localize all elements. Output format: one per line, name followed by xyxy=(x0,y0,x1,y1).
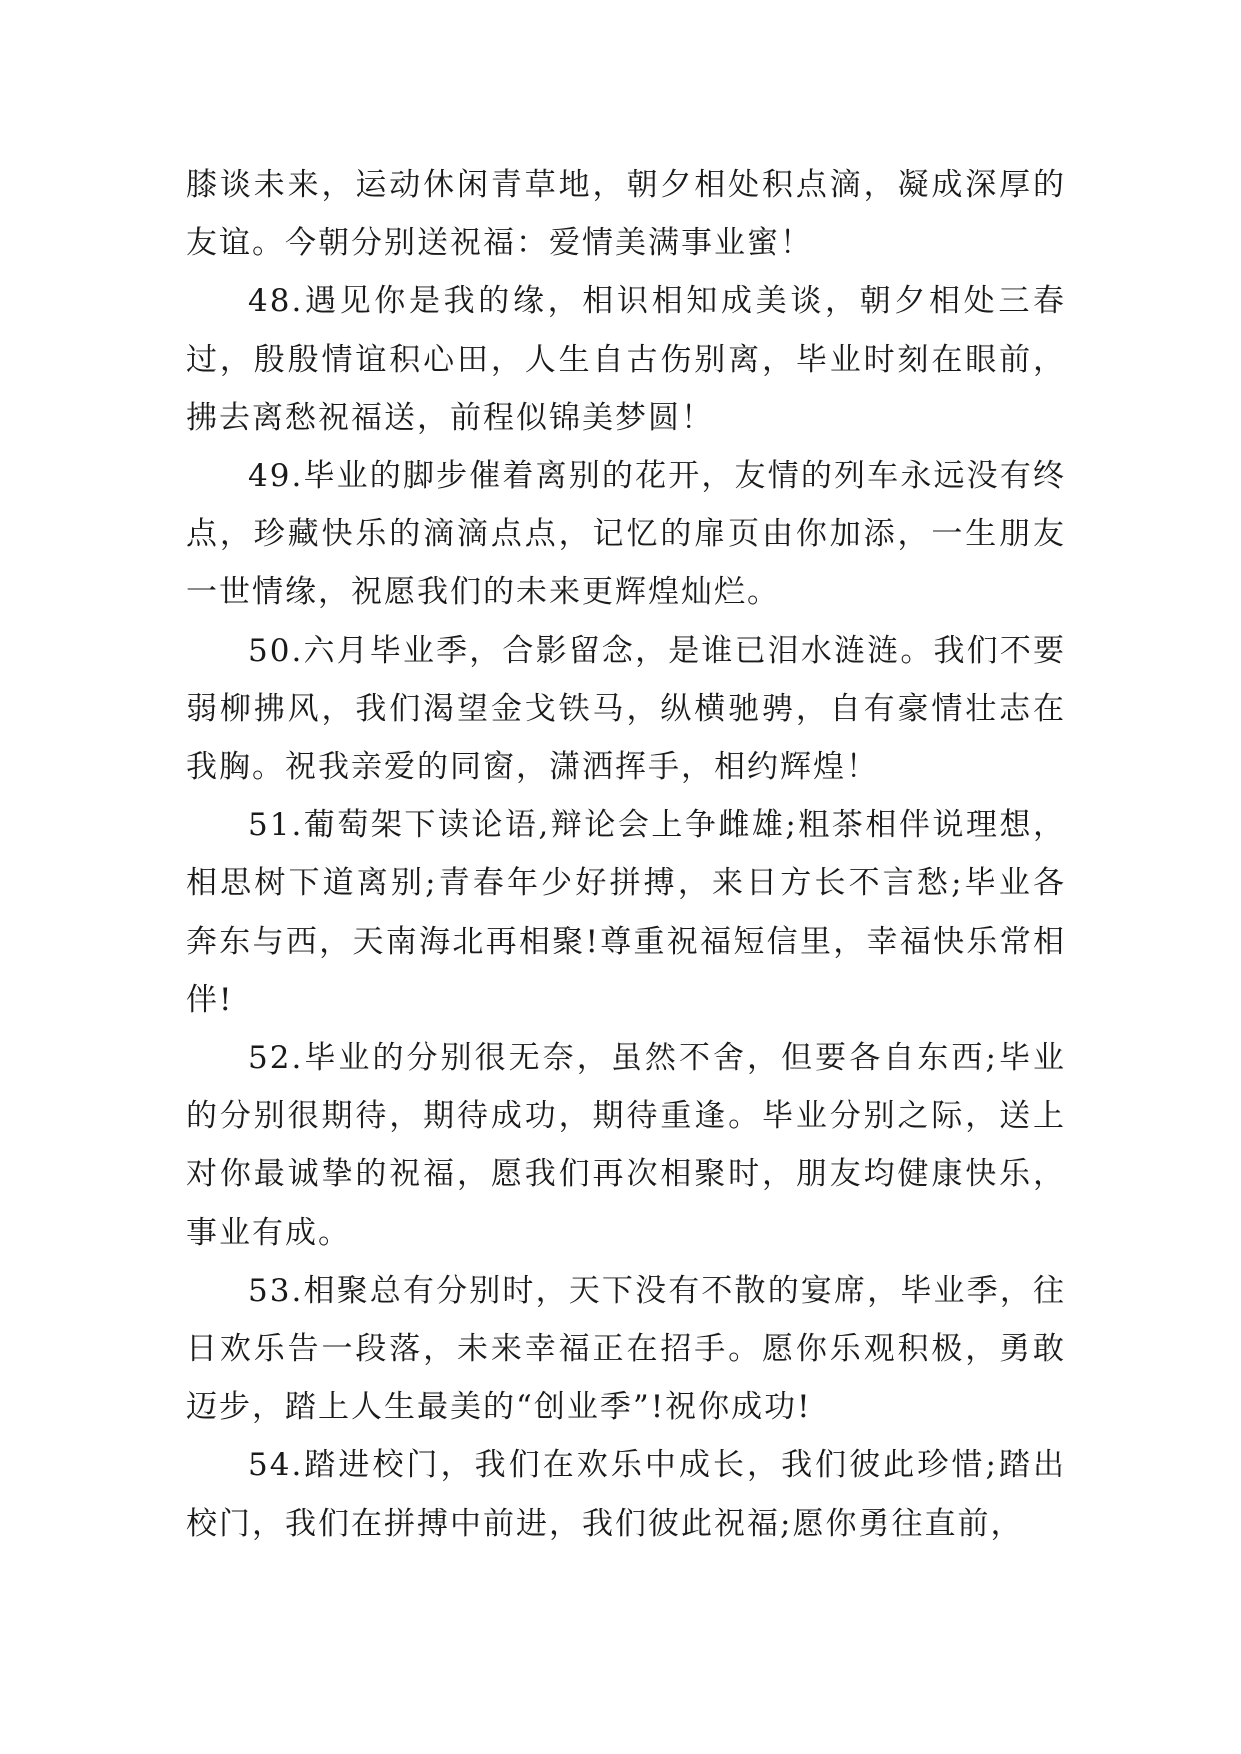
paragraph-49: 49.毕业的脚步催着离别的花开，友情的列车永远没有终点，珍藏快乐的滴滴点点，记忆的扉页由你加添，一生朋友一世情缘，祝愿我们的未来更辉煌灿烂。 xyxy=(186,458,1066,611)
paragraph-51: 51.葡萄架下读论语,辩论会上争雌雄;粗茶相伴说理想，相思树下道离别;青春年少好拼搏，来日方长不言愁;毕业各奔东与西，天南海北再相聚!尊重祝福短信里，幸福快乐常相伴! xyxy=(186,807,1066,1018)
document-body xyxy=(186,156,1066,1553)
paragraph-48: 48.遇见你是我的缘，相识相知成美谈，朝夕相处三春过，殷殷情谊积心田，人生自古伤别离，毕业时刻在眼前，拂去离愁祝福送，前程似锦美梦圆！ xyxy=(186,283,1066,436)
paragraph-continued: 膝谈未来，运动休闲青草地，朝夕相处积点滴，凝成深厚的友谊。今朝分别送祝福：爱情美满事业蜜！ xyxy=(186,167,1066,262)
paragraph-52: 52.毕业的分别很无奈，虽然不舍，但要各自东西;毕业的分别很期待，期待成功，期待重逢。毕业分别之际，送上对你最诚挚的祝福，愿我们再次相聚时，朋友均健康快乐，事业有成。 xyxy=(186,1040,1066,1251)
paragraph-50: 50.六月毕业季，合影留念，是谁已泪水涟涟。我们不要弱柳拂风，我们渴望金戈铁马，纵横驰骋，自有豪情壮志在我胸。祝我亲爱的同窗，潇洒挥手，相约辉煌！ xyxy=(186,632,1066,786)
paragraph-53: 53.相聚总有分别时，天下没有不散的宴席，毕业季，往日欢乐告一段落，未来幸福正在招手。愿你乐观积极，勇敢迈步，踏上人生最美的“创业季”!祝你成功! xyxy=(186,1272,1066,1426)
paragraph-54: 54.踏进校门，我们在欢乐中成长，我们彼此珍惜;踏出校门，我们在拼搏中前进，我们彼此祝福;愿你勇往直前， xyxy=(186,1447,1066,1542)
